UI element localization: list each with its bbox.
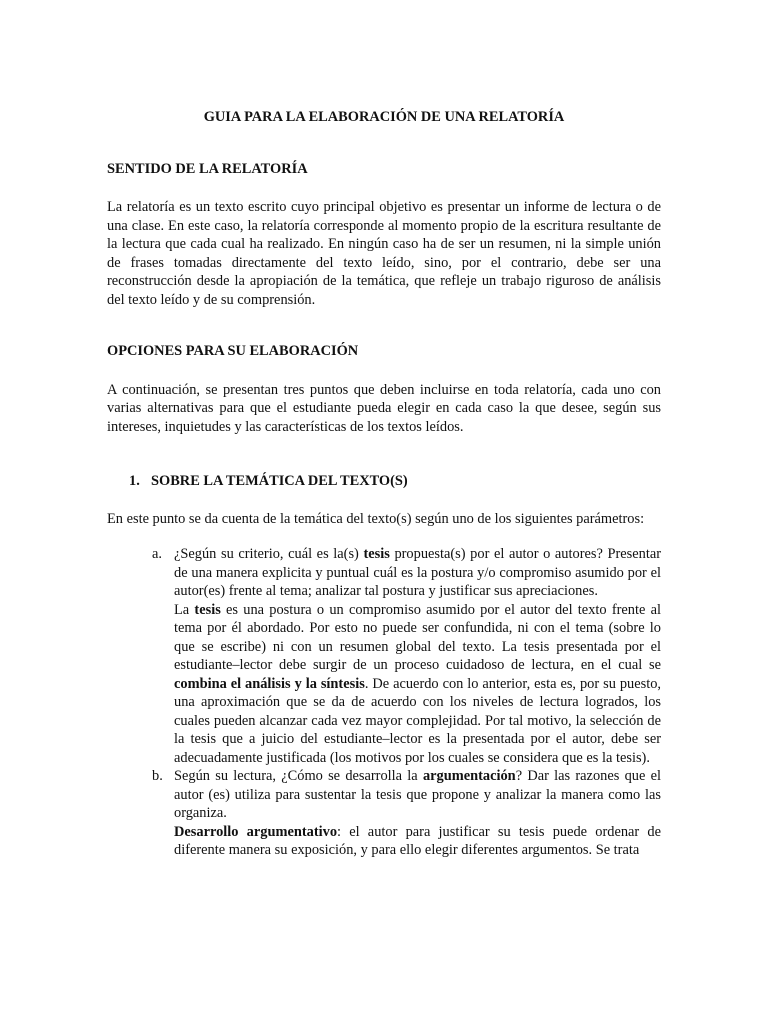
section-paragraph-opciones: A continuación, se presentan tres puntos que deben incluirse en toda relatoría, cada uno con varias alternativas para que el estudiante pueda elegir en cada caso la que desee, según sus intereses, inquietudes y las características de los textos leídos. <box>107 381 661 435</box>
text-run: La <box>174 601 195 618</box>
bold-term: tesis <box>194 601 221 618</box>
list-marker-b: b. <box>152 768 163 784</box>
list-item-a-explanation <box>107 601 661 768</box>
text-run: ¿Según su criterio, cuál es la(s) <box>174 546 364 562</box>
bold-term: Desarrollo argumentativo <box>174 823 338 840</box>
section-heading-opciones: OPCIONES PARA SU ELABORACIÓN <box>107 343 359 359</box>
list-marker-a: a. <box>152 546 162 562</box>
text-run: Según su lectura, ¿Cómo se desarrolla la <box>174 768 423 784</box>
text-run: es una postura o un compromiso asumido por el autor del texto frente al tema por él abordado. Por esto no puede ser confundida, ni con el tema (sobre lo que se escribe) ni con un resumen global del texto. La tesis presentada por el estudiante–lector debe surgir de un proceso cuidadoso de lectura, en el cual se <box>174 601 661 673</box>
section-heading-sentido: SENTIDO DE LA RELATORÍA <box>107 160 308 177</box>
point-heading-text: SOBRE LA TEMÁTICA DEL TEXTO(S) <box>151 473 408 489</box>
bold-term: argumentación <box>422 768 516 784</box>
point-heading-tematica <box>107 472 661 491</box>
list-item-b-text <box>174 767 661 823</box>
bold-term: combina el análisis y la síntesis <box>174 675 365 692</box>
list-item-a-text <box>174 545 661 601</box>
section-paragraph-sentido: La relatoría es un texto escrito cuyo principal objetivo es presentar un informe de lectura o de una clase. En este caso, la relatoría corresponde al momento propio de la escritura resultante de la lectura que cada cual ha realizado. En ningún caso ha de ser un resumen, ni la simple unión de frases tomadas directamente del texto leído, sino, por el contrario, debe ser una reconstrucción desde la apropiación de la temática, que refleje un trabajo riguroso de análisis del texto leído y de su comprensión. <box>107 199 661 308</box>
bold-term: tesis <box>363 546 390 562</box>
point-number: 1. <box>129 473 140 489</box>
text-run: . De acuerdo con lo anterior, esta es, por su puesto, una aproximación que se da de acuerdo con los niveles de lectura logrados, los cuales pueden alcanzar cada vez mayor complejidad. Por tal motivo, la selección de la tesis que a juicio del estudiante–lector es la presentada por el autor, debe ser adecuadamente justificada (los motivos por los cuales se considera que es la tesis). <box>174 675 661 766</box>
text-run: propuesta(s) por el autor o autores? Presentar de una manera explicita y puntual cuál es la postura y/o compromiso asumido por el autor(es) frente al tema; analizar tal postura y justificar sus apreciaciones. <box>174 546 662 599</box>
document-page <box>107 108 661 860</box>
list-item-b-explanation <box>107 823 661 860</box>
text-run: ? Dar las razones que el autor (es) utiliza para sustentar la tesis que propone y analizar la manera como las organiza. <box>174 768 661 821</box>
list-item-a <box>107 545 661 601</box>
text-run: : el autor para justificar su tesis puede ordenar de diferente manera su exposición, y para ello elegir diferentes argumentos. Se trata <box>174 823 661 858</box>
point-intro: En este punto se da cuenta de la temática del texto(s) según uno de los siguientes parámetros: <box>107 510 645 527</box>
document-title: GUIA PARA LA ELABORACIÓN DE UNA RELATORÍA <box>203 109 565 125</box>
list-item-b <box>107 767 661 823</box>
